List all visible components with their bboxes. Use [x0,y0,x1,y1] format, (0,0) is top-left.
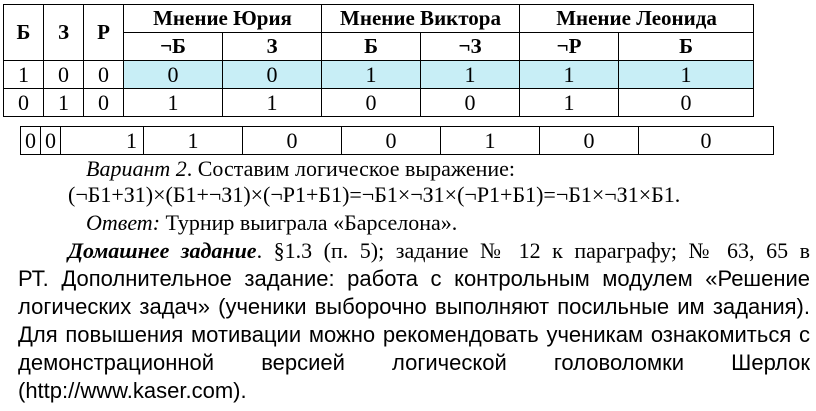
value-cell: 1 [322,61,421,89]
var-header-z: З [44,5,84,61]
var-header-b: Б [4,5,44,61]
table-row [21,127,774,155]
value-cell: 0 [342,127,441,155]
value-cell: 1 [520,61,619,89]
answer-text: Турнир выиграла «Барселона». [160,210,458,235]
sub-header: ¬Б [124,33,223,61]
sub-header: З [223,33,322,61]
value-cell: 0 [322,89,421,117]
var-cell: 0 [41,127,61,155]
table-row [4,89,754,117]
variant-line [86,156,515,182]
value-cell: 1 [520,89,619,117]
answer-label: Ответ: [86,210,161,235]
value-cell: 0 [639,127,774,155]
opinion-header-yuri: Мнение Юрия [124,5,322,33]
table-row [4,61,754,89]
value-cell: 1 [619,61,754,89]
homework-line-6: (http://www.kaser.com). [18,378,247,403]
homework-text: . §1.3 (п. 5); задание № 12 к параграфу; № 63, 65 в [256,238,810,263]
value-cell: 0 [223,61,322,89]
variant-label: Вариант 2 [86,156,187,181]
var-cell: 1 [61,127,144,155]
var-cell: 0 [84,89,124,117]
var-cell: 1 [44,89,84,117]
var-cell: 0 [84,61,124,89]
var-cell: 1 [4,61,44,89]
homework-line-3: логических задач» (ученики выборочно выполняют посильные им задания). [18,294,810,319]
sub-header: ¬Р [520,33,619,61]
header-row-1 [4,5,754,33]
value-cell: 1 [223,89,322,117]
logic-expression: (¬Б1+З1)×(Б1+¬З1)×(¬Р1+Б1)=¬Б1×¬З1×(¬Р1+Б1)=¬Б1×¬З1×Б1. [68,182,681,207]
variant-text: . Составим логическое выражение: [186,156,516,181]
truth-table [3,4,754,117]
opinion-header-leonid: Мнение Леонида [520,5,754,33]
value-cell: 1 [144,127,243,155]
value-cell: 0 [243,127,342,155]
opinion-header-viktor: Мнение Виктора [322,5,520,33]
answer-line [86,210,457,236]
homework-label: Домашнее задание [68,238,257,263]
value-cell: 0 [421,89,520,117]
homework-line-2: РТ. Дополнительное задание: работа с контрольным модулем «Решение [18,266,810,291]
value-cell: 0 [124,61,223,89]
var-cell: 0 [44,61,84,89]
sub-header: Б [619,33,754,61]
value-cell: 1 [421,61,520,89]
homework-line-4: Для повышения мотивации можно рекомендовать ученикам ознакомиться с [18,322,810,347]
extra-row-table [20,126,774,155]
value-cell: 0 [619,89,754,117]
homework-line-1 [68,238,810,264]
homework-line-5: демонстрационной версией логической головоломки Шерлок [18,350,810,375]
value-cell: 0 [540,127,639,155]
sub-header: Б [322,33,421,61]
value-cell: 1 [124,89,223,117]
var-cell: 0 [4,89,44,117]
var-header-r: Р [84,5,124,61]
value-cell: 1 [441,127,540,155]
sub-header: ¬З [421,33,520,61]
var-cell: 0 [21,127,41,155]
